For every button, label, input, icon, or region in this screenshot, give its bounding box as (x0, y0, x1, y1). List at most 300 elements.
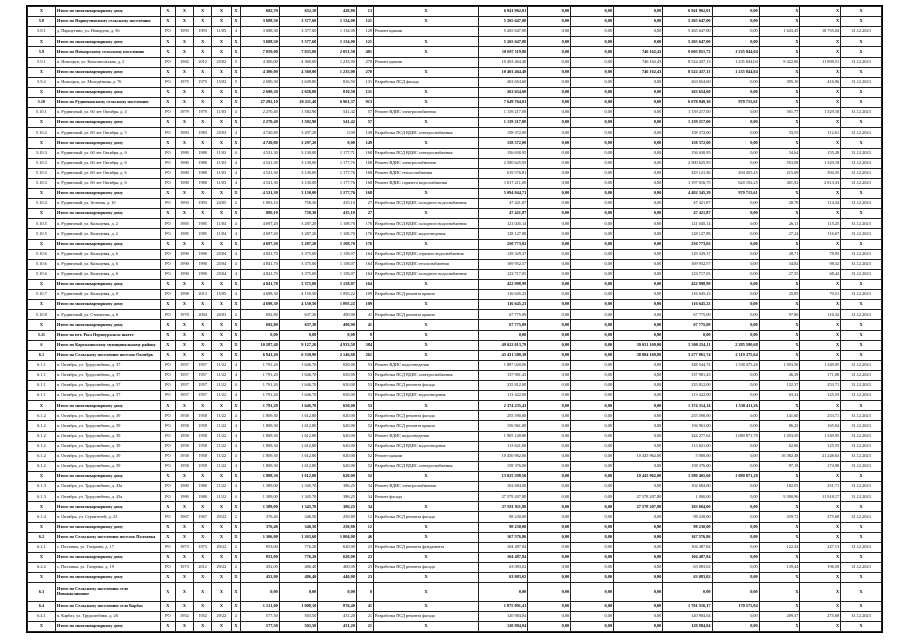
table-cell: 270 (356, 67, 373, 77)
table-cell: 0,00 (712, 461, 759, 471)
table-cell: X (212, 279, 231, 289)
table-cell: 11/22 (212, 461, 231, 471)
table-cell: 1 345,70 (279, 482, 318, 492)
table-cell: X (800, 401, 841, 411)
table-cell: п. Рудничный, ул. Зеленая, д. 10 (55, 199, 160, 209)
table-cell: 2 285 590,68 (712, 340, 759, 350)
table-cell: X (175, 320, 193, 330)
table-cell: 541,42 (318, 108, 357, 118)
table-cell: X (374, 209, 479, 219)
table-cell: 440,00 (318, 573, 357, 583)
table-cell: 746 162,43 (614, 57, 663, 67)
table-cell: Разработка ПСД ремонта фасада (374, 611, 479, 621)
table-cell: 158 372,00 (663, 138, 712, 148)
table-cell: 0,00 (571, 300, 614, 310)
table-cell: X (374, 621, 479, 631)
table-cell: 5.9 (28, 47, 56, 57)
table-cell: X (759, 583, 800, 601)
table-cell: 0,00 (712, 279, 759, 289)
table-cell: РО (160, 441, 175, 451)
table-cell: 114,34 (800, 199, 841, 209)
table-cell: 0,00 (528, 542, 571, 552)
table-cell: 4 (231, 128, 241, 138)
table-cell: 168 (356, 158, 373, 168)
table-cell: X (194, 279, 212, 289)
table-cell: 4 (231, 269, 241, 279)
table-cell: 21 (356, 611, 373, 621)
table-cell: РО (160, 249, 175, 259)
table-cell: X (374, 67, 479, 77)
table-cell: X (194, 209, 212, 219)
table-cell: 5 000,00 (663, 451, 712, 461)
table-cell: 2 500 625,95 (479, 158, 528, 168)
table-cell: X (374, 502, 479, 512)
table-cell: 0,00 (528, 87, 571, 97)
table-cell: 0,00 (712, 138, 759, 148)
table-cell: 1 177,71 (318, 148, 357, 158)
table-cell: 0,00 (528, 360, 571, 370)
table-cell: Итого по многоквартирному дому (55, 188, 160, 198)
table-cell: 880,10 (241, 209, 280, 219)
table-cell: 46,39 (759, 370, 800, 380)
table-cell: 1 612,80 (279, 411, 318, 421)
table-cell: 12 (356, 522, 373, 532)
table-cell: 1980 (194, 148, 212, 158)
table-cell: 27,24 (759, 229, 800, 239)
table-cell: 4 360,00 (279, 57, 318, 67)
table-cell: 876,40 (318, 601, 357, 611)
table-cell: X (759, 573, 800, 583)
table-cell: 168 (356, 168, 373, 178)
table-cell: 1 817 211,00 (479, 178, 528, 188)
table-cell: X (841, 279, 882, 289)
table-cell: 620,00 (318, 552, 357, 562)
table-cell: 5 (231, 77, 241, 87)
table-cell: 0,00 (712, 563, 759, 573)
table-cell: 0,00 (528, 611, 571, 621)
table-cell: 0,00 (712, 330, 759, 340)
table-cell: 0,00 (614, 381, 663, 391)
table-cell: 31.12.2023 (841, 158, 882, 168)
table-cell: 47 421,87 (663, 209, 712, 219)
table-cell: 1 791,20 (241, 391, 280, 401)
table-cell: 0,00 (614, 290, 663, 300)
table-cell: X (759, 97, 800, 107)
table-cell: 121 (356, 37, 373, 47)
table-cell: 116 645,23 (663, 300, 712, 310)
table-cell: X (759, 209, 800, 219)
table-cell: 156 961,00 (479, 421, 528, 431)
table-cell: X (841, 330, 882, 340)
table-cell: 0 (356, 583, 373, 601)
table-cell: 31.12.2023 (841, 259, 882, 269)
table-cell: 0,00 (528, 583, 571, 601)
table-cell: X (841, 401, 882, 411)
table-cell: 0,00 (528, 138, 571, 148)
table-cell: 4 150,50 (279, 290, 318, 300)
table-cell: 0,00 (318, 128, 357, 138)
table-cell: Итого по Сельскому поселению поселок Полтавка (55, 532, 160, 542)
table-cell: 6.4 (28, 601, 56, 611)
table-cell: 128 127,88 (663, 229, 712, 239)
table-cell: 1 008,10 (279, 601, 318, 611)
table-cell: 422 998,99 (479, 279, 528, 289)
table-cell: 12 (356, 512, 373, 522)
table-cell: 27 (356, 199, 373, 209)
table-cell: 20/03 (212, 310, 231, 320)
table-cell: Ремонт ВДИС горячего водоснабжения (374, 178, 479, 188)
table-cell: X (759, 87, 800, 97)
table-cell: 164 (356, 249, 373, 259)
table-cell: X (28, 279, 56, 289)
table-cell: 1980 (194, 168, 212, 178)
table-cell: 103 684,00 (663, 502, 712, 512)
table-cell: X (759, 239, 800, 249)
table-cell: 0,00 (528, 158, 571, 168)
table-cell: 325 121,36 (663, 168, 712, 178)
table-cell: 4 (231, 158, 241, 168)
table-cell: 3 688,30 (241, 27, 280, 37)
table-cell: п. Октябрь, ул. Трудолюбиво, д. 43а (55, 492, 160, 502)
table-cell: п. Октябрь, ул. Трудолюбиво, д. 39 (55, 431, 160, 441)
table-cell: 1 053,50 (759, 360, 800, 370)
table-cell: 31.12.2023 (841, 128, 882, 138)
table-cell: п. Октябрь, ул. Трудолюбиво, д. 37 (55, 381, 160, 391)
table-cell: 2013 (194, 290, 212, 300)
table-cell: 131 (356, 77, 373, 87)
table-cell: X (212, 472, 231, 482)
table-cell: 2 270,40 (241, 118, 280, 128)
table-cell: 0,00 (571, 128, 614, 138)
table-cell: 0,00 (528, 108, 571, 118)
table-cell: 24/05 (212, 199, 231, 209)
table-cell: Итого по многоквартирному дому (55, 300, 160, 310)
table-cell: 0,00 (279, 330, 318, 340)
table-cell: X (160, 7, 175, 17)
table-cell: X (194, 138, 212, 148)
subtotal-row (28, 7, 882, 17)
table-cell: 620,00 (318, 411, 357, 421)
table-cell: 692,80 (241, 310, 280, 320)
table-cell: 0,00 (614, 77, 663, 87)
table-cell: X (212, 522, 231, 532)
table-cell: 8 422,86 (759, 57, 800, 67)
table-cell: 1993 (194, 199, 212, 209)
table-cell: п. Новоорск, ул. Молодёжная, д. 76 (55, 77, 160, 87)
table-cell: 0,00 (712, 320, 759, 330)
table-cell: 0,00 (528, 472, 571, 482)
table-cell: 853,00 (241, 552, 280, 562)
table-cell: п. Рудничный, ул. Степанова, д. 6 (55, 310, 160, 320)
table-cell: 0,00 (712, 118, 759, 128)
table-cell: 4 402 345,29 (663, 188, 712, 198)
table-cell: 0,00 (712, 441, 759, 451)
table-cell: п. Рудничный, ул. 60 лет Октября, д. 5 (55, 128, 160, 138)
table-cell: 1967 (175, 512, 193, 522)
table-cell: 27 292,10 (241, 97, 280, 107)
table-cell: РО (160, 199, 175, 209)
table-cell: X (212, 330, 231, 340)
table-cell: X (759, 279, 800, 289)
table-cell: 2 (231, 611, 241, 621)
table-cell: 196,50 (800, 563, 841, 573)
table-cell: РО (160, 269, 175, 279)
table-cell: 11/03 (212, 158, 231, 168)
table-cell: X (231, 472, 241, 482)
table-cell: 1958 (175, 451, 193, 461)
table-cell: 98,32 (800, 259, 841, 269)
table-cell: X (160, 47, 175, 57)
table-cell: 11/03 (212, 168, 231, 178)
table-cell: 620,00 (318, 431, 357, 441)
table-cell: Итого по Рудничанскому сельскому поселению (55, 97, 160, 107)
table-cell: 0,00 (571, 492, 614, 502)
table-cell: Разработка ПСД ВДИС водоотведения (374, 441, 479, 451)
table-cell: X (175, 300, 193, 310)
table-cell: 6.1.1 (28, 370, 56, 380)
table-cell: 1 809,30 (241, 461, 280, 471)
table-cell: 553,08 (759, 158, 800, 168)
table-cell: РО (160, 57, 175, 67)
table-cell: 0,00 (528, 97, 571, 107)
table-cell: 263 654,60 (663, 87, 712, 97)
table-cell: 52 (356, 431, 373, 441)
table-cell: 0,00 (614, 360, 663, 370)
table-cell: РО (160, 310, 175, 320)
table-cell: X (231, 118, 241, 128)
table-cell: 4 521,30 (241, 148, 280, 158)
table-cell: 0,00 (571, 563, 614, 573)
table-cell: 38 084 169,80 (614, 350, 663, 360)
table-cell: 11/22 (212, 482, 231, 492)
table-cell: Ремонт крыши (374, 27, 479, 37)
table-cell: 1980 (175, 168, 193, 178)
table-cell: X (800, 522, 841, 532)
table-cell: 0,00 (528, 249, 571, 259)
table-cell: 0,00 (571, 431, 614, 441)
table-cell: п. Рудничный, ул. Кольцевая, д. 8 (55, 290, 160, 300)
table-cell: 255 590,00 (663, 411, 712, 421)
table-cell: Ремонт ВДИС электроснабжения (374, 158, 479, 168)
table-cell: 129 329,37 (663, 249, 712, 259)
table-cell: X (175, 401, 193, 411)
table-cell: 0,00 (712, 199, 759, 209)
table-cell: 4 (231, 421, 241, 431)
table-cell: X (194, 239, 212, 249)
table-cell: 8 522 437,13 (663, 57, 712, 67)
table-cell: 0,00 (614, 168, 663, 178)
table-cell: X (231, 97, 241, 107)
table-cell: 1958 (194, 431, 212, 441)
table-cell: 0,00 (528, 621, 571, 631)
table-cell: 4 697,20 (241, 239, 280, 249)
table-cell: 1958 (175, 411, 193, 421)
table-cell: 1982 (175, 57, 193, 67)
table-cell: 0,00 (614, 573, 663, 583)
table-cell: X (374, 300, 479, 310)
table-cell: X (374, 320, 479, 330)
table-cell: 1 538 411,26 (712, 401, 759, 411)
table-cell: X (175, 502, 193, 512)
table-cell: 0,00 (712, 229, 759, 239)
table-cell: 386,25 (318, 492, 357, 502)
table-cell: 6 330,90 (279, 350, 318, 360)
table-cell: 2 (231, 542, 241, 552)
table-cell: 0,00 (614, 601, 663, 611)
table-cell: 5 265 647,00 (479, 27, 528, 37)
table-cell: 0,00 (614, 199, 663, 209)
table-cell: Итого по многоквартирному дому (55, 37, 160, 47)
table-cell: 25,85 (759, 290, 800, 300)
table-cell: 0,00 (712, 542, 759, 552)
table-cell: 5.10.3 (28, 158, 56, 168)
table-cell: 0,00 (571, 542, 614, 552)
table-cell: 0,00 (614, 219, 663, 229)
table-cell: РО (160, 411, 175, 421)
table-cell: 1958 (194, 411, 212, 421)
table-cell: 46 (356, 532, 373, 542)
table-cell: 1 095,22 (318, 290, 357, 300)
table-cell: 52 (356, 472, 373, 482)
table-cell: 8 522 437,13 (663, 67, 712, 77)
table-cell: 0,00 (614, 108, 663, 118)
table-cell: 1 612,80 (279, 431, 318, 441)
table-cell: 31.12.2023 (841, 563, 882, 573)
table-cell: 2 051,50 (318, 47, 357, 57)
table-cell: 0,00 (712, 381, 759, 391)
table-cell: 1958 (194, 421, 212, 431)
table-cell: 0,00 (712, 583, 759, 601)
table-cell: 4 (231, 482, 241, 492)
table-cell: 2 119 375,64 (712, 350, 759, 360)
table-cell: X (175, 37, 193, 47)
table-cell: 1957 (175, 360, 193, 370)
table-cell: 6 941 962,01 (479, 7, 528, 17)
table-cell: 0,00 (712, 621, 759, 631)
table-cell: X (175, 87, 193, 97)
table-cell: 0,00 (571, 441, 614, 451)
table-cell: РО (160, 542, 175, 552)
table-cell: 1 134,00 (318, 27, 357, 37)
table-cell: 0,00 (614, 158, 663, 168)
table-cell: 97,80 (759, 310, 800, 320)
table-cell: X (231, 532, 241, 542)
group-total-row (28, 330, 882, 340)
table-cell: X (800, 621, 841, 631)
table-cell: 6.2.2 (28, 563, 56, 573)
table-cell: X (28, 401, 56, 411)
table-cell: д. Паршутино, ул. Новоруна, д. 56 (55, 27, 160, 37)
table-cell: Итого по многоквартирному дому (55, 401, 160, 411)
table-cell: X (175, 330, 193, 340)
table-cell: X (374, 87, 479, 97)
table-cell: 6.1.2 (28, 411, 56, 421)
table-cell: 420,80 (318, 7, 357, 17)
table-cell: Итого по Сельскому поселению село Новокаолиновое (55, 583, 160, 601)
table-cell: X (800, 472, 841, 482)
table-cell: 25/03 (212, 128, 231, 138)
table-cell: 132,37 (759, 381, 800, 391)
table-cell: 0,00 (712, 249, 759, 259)
table-cell: 43 431 388,38 (479, 350, 528, 360)
table-cell: 0,00 (571, 148, 614, 158)
table-cell: 0,00 (528, 188, 571, 198)
table-cell: X (374, 472, 479, 482)
table-cell: 255 590,00 (479, 411, 528, 421)
table-cell: Ремонт ВДИС электроснабжения (374, 482, 479, 492)
table-cell: 4 720,80 (241, 138, 280, 148)
table-cell: 1 589 465,60 (663, 472, 712, 482)
table-cell: п. Рудничный, ул. Кольцевая, д. 2 (55, 219, 160, 229)
table-cell: 0,00 (614, 411, 663, 421)
table-cell: 27 578 207,80 (614, 502, 663, 512)
table-cell: X (175, 97, 193, 107)
table-cell: X (374, 330, 479, 340)
table-cell: 486,40 (279, 573, 318, 583)
table-cell: X (759, 300, 800, 310)
table-cell: 53 (356, 391, 373, 401)
table-cell: 620,00 (318, 451, 357, 461)
table-cell: РО (160, 431, 175, 441)
table-cell: 10 687 119,80 (479, 47, 528, 57)
table-cell: 758,30 (279, 199, 318, 209)
table-cell: 4 841,70 (241, 259, 280, 269)
table-cell: Итого по пгт. Рыл Первоуральск шахте (55, 330, 160, 340)
table-cell: 1 887 020,00 (479, 360, 528, 370)
table-cell: 31.12.2023 (841, 360, 882, 370)
table-cell: 1957 (175, 381, 193, 391)
table-cell: 2004 (194, 310, 212, 320)
table-cell: 0,00 (712, 7, 759, 17)
table-cell: 41 (356, 601, 373, 611)
table-cell: 0,00 (712, 522, 759, 532)
table-cell: X (759, 330, 800, 340)
table-cell: 98 230,00 (479, 522, 528, 532)
table-cell: 4 841,70 (241, 279, 280, 289)
table-cell: 31.12.2023 (841, 249, 882, 259)
subtotal-row (28, 279, 882, 289)
table-cell: Итого по многоквартирному дому (55, 472, 160, 482)
table-cell: 176 (356, 219, 373, 229)
table-cell: 104 487,84 (663, 552, 712, 562)
table-cell: 0,00 (571, 168, 614, 178)
table-cell: 346,50 (279, 512, 318, 522)
table-cell: 6.4.1 (28, 611, 56, 621)
table-cell: 1980 (194, 482, 212, 492)
table-cell: 2 (231, 310, 241, 320)
table-cell: 41 (356, 320, 373, 330)
table-cell: 2 (231, 199, 241, 209)
table-cell: 34 (356, 482, 373, 492)
table-cell: 253,71 (800, 411, 841, 421)
table-cell: 11 918,17 (800, 492, 841, 502)
table-cell: 23 (356, 542, 373, 552)
table-cell: п. Октябрь, ул. Трудолюбиво, д. 37 (55, 370, 160, 380)
table-cell: 1 809,30 (241, 411, 280, 421)
table-cell: 227,13 (800, 542, 841, 552)
table-cell: 1 809,30 (241, 441, 280, 451)
table-cell: 652,10 (279, 7, 318, 17)
table-cell: 0,00 (528, 67, 571, 77)
table-cell: X (194, 17, 212, 27)
table-cell: 0,00 (712, 259, 759, 269)
table-cell: 34,82 (759, 259, 800, 269)
table-cell: 53 (356, 360, 373, 370)
table-cell: 113 422,00 (479, 391, 528, 401)
table-cell: с. Полтавка, ул. Гагарина, д. 19 (55, 563, 160, 573)
table-cell: X (231, 320, 241, 330)
table-cell: 1 053,50 (759, 431, 800, 441)
